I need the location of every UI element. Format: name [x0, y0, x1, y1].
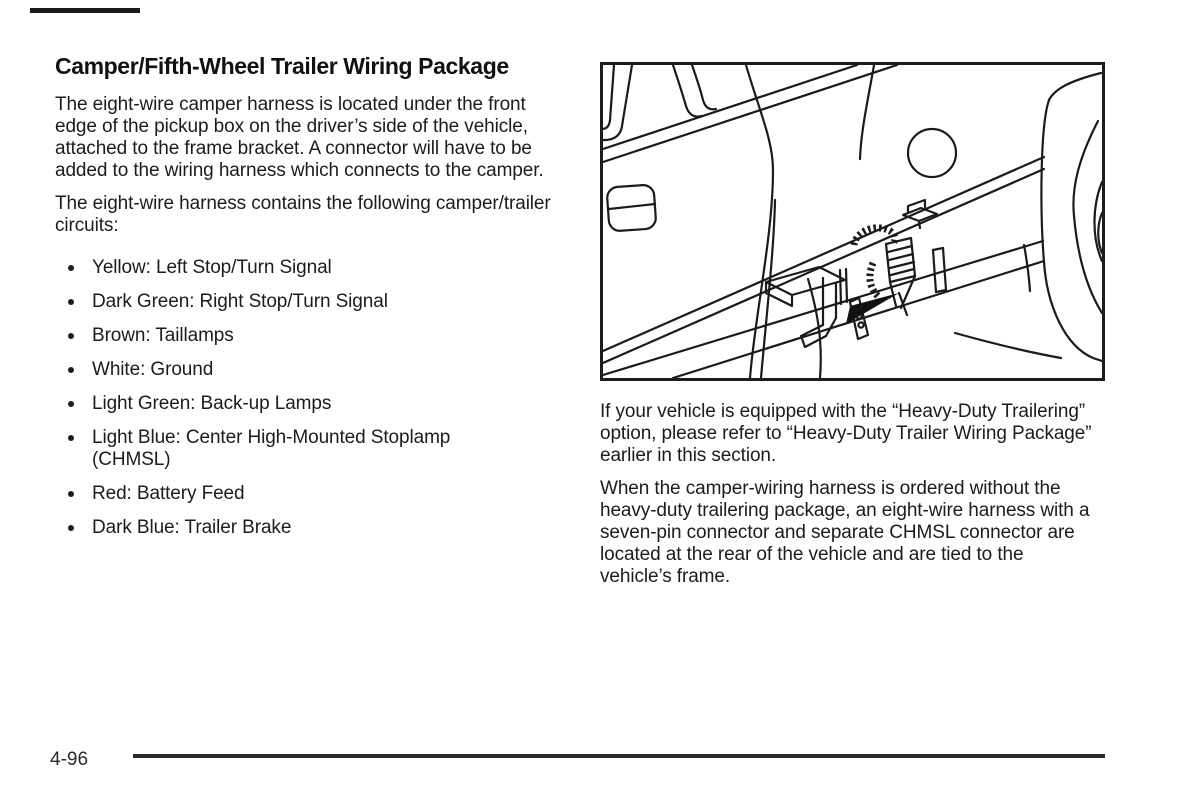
circuit-list [55, 257, 552, 539]
bullet-icon [68, 435, 74, 441]
list-item [55, 257, 552, 279]
page-title: Camper/Fifth-Wheel Trailer Wiring Package [55, 53, 509, 79]
circuit-label: Yellow: Left Stop/Turn Signal [92, 257, 332, 278]
list-item [55, 291, 552, 313]
bullet-icon [68, 401, 74, 407]
bullet-icon [68, 333, 74, 339]
bullet-icon [68, 491, 74, 497]
list-item [55, 427, 552, 471]
circuit-label: Dark Green: Right Stop/Turn Signal [92, 291, 388, 312]
bullet-icon [68, 299, 74, 305]
left-column [55, 52, 552, 551]
intro-paragraph: The eight-wire camper harness is located under the front edge of the pickup box on the driver’s side of the vehicle, attached to the frame bracket. A connector will have to be added to the wiring harness which connects to the camper. [55, 94, 544, 181]
circuit-label: Brown: Taillamps [92, 325, 234, 346]
list-item [55, 517, 552, 539]
right-column [600, 401, 1100, 599]
page-number: 4-96 [50, 749, 89, 770]
bullet-icon [68, 265, 74, 271]
circuits-intro-paragraph: The eight-wire harness contains the following camper/trailer circuits: [55, 193, 551, 236]
circuit-label: Dark Blue: Trailer Brake [92, 517, 292, 538]
heavy-duty-note-paragraph: If your vehicle is equipped with the “Heavy-Duty Trailering” option, please refer to “Heavy-Duty Trailer Wiring Package” earlier in this section. [600, 401, 1092, 466]
circuit-label: Light Blue: Center High-Mounted Stoplamp [92, 427, 451, 448]
truck-harness-illustration [600, 62, 1105, 381]
list-item [55, 325, 552, 347]
truck-side-line-drawing [603, 65, 1102, 378]
list-item [55, 393, 552, 415]
header-rule [30, 8, 140, 13]
circuit-label: Light Green: Back-up Lamps [92, 393, 332, 414]
bullet-icon [68, 367, 74, 373]
list-item [55, 359, 552, 381]
footer-rule [133, 754, 1105, 758]
rear-harness-paragraph: When the camper-wiring harness is ordered without the heavy-duty trailering package, an eight-wire harness with a seven-pin connector and separate CHMSL connector are located at the rear of the vehicle and are tied to the vehicle’s frame. [600, 478, 1090, 587]
circuit-label-line2: (CHMSL) [92, 449, 171, 470]
circuit-label: White: Ground [92, 359, 214, 380]
list-item [55, 483, 552, 505]
bullet-icon [68, 525, 74, 531]
circuit-label: Red: Battery Feed [92, 483, 245, 504]
